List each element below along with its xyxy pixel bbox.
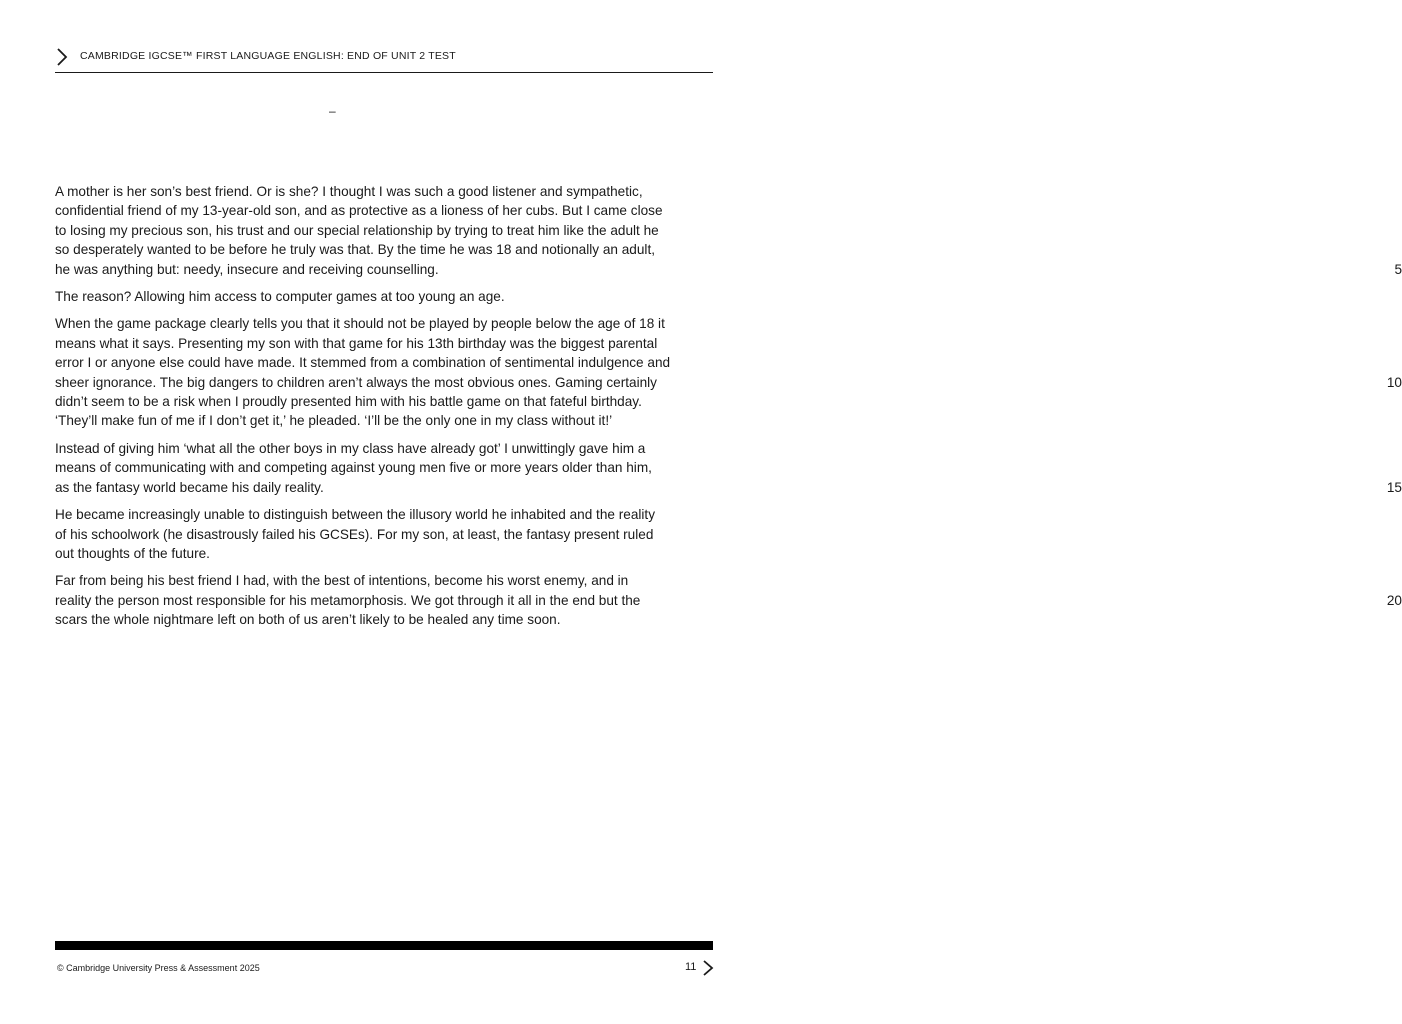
passage-line: out thoughts of the future. [55,545,210,561]
paragraph-1 [55,182,1402,279]
passage [55,182,1402,638]
passage-line [55,373,1402,392]
passage-line: The reason? Allowing him access to computer games at too young an age. [55,289,505,305]
passage-line: When the game package clearly tells you that it should not be played by people below the age of 18 it [55,316,665,332]
passage-line-text: reality the person most responsible for his metamorphosis. We got through it all in the end but the [55,592,641,608]
passage-line: confidential friend of my 13-year-old son, and as protective as a lioness of her cubs. But I came close [55,203,663,219]
line-number: 15 [1386,479,1402,495]
line-number: 20 [1386,592,1402,608]
paragraph-5 [55,505,755,563]
passage-line [55,260,1402,279]
line-number: 10 [1386,374,1402,390]
passage-line: means of communicating with and competing against young men five or more years older than him, [55,460,652,476]
passage-line: scars the whole nightmare left on both of us aren’t likely to be healed any time soon. [55,612,561,628]
passage-line [55,478,1402,497]
chevron-right-icon[interactable] [702,959,714,977]
passage-line: means what it says. Presenting my son with that game for his 13th birthday was the biggest parental [55,335,658,351]
passage-line-text: as the fantasy world became his daily reality. [55,479,324,495]
paragraph-2 [55,287,755,306]
page-number: 11 [685,961,697,973]
passage-line-text: sheer ignorance. The big dangers to children aren’t always the most obvious ones. Gaming certainly [55,374,657,390]
copyright-notice: © Cambridge University Press & Assessment 2025 [57,963,260,973]
paragraph-3 [55,314,1402,430]
paragraph-6 [55,571,1402,629]
passage-line: Far from being his best friend I had, with the best of intentions, become his worst enemy, and in [55,573,629,589]
passage-line: of his schoolwork (he disastrously failed his GCSEs). For my son, at least, the fantasy present ruled [55,526,654,542]
passage-line: ‘They’ll make fun of me if I don’t get it,’ he pleaded. ‘I’ll be the only one in my class without it!’ [55,413,613,429]
page-header [55,46,713,73]
passage-line: Instead of giving him ‘what all the other boys in my class have already got’ I unwittingly gave him a [55,440,646,456]
paragraph-4 [55,439,1402,497]
passage-line: error I or anyone else could have made. It stemmed from a combination of sentimental indulgence and [55,355,671,371]
passage-line: He became increasingly unable to distinguish between the illusory world he inhabited and the reality [55,507,655,523]
passage-line: so desperately wanted to be before he truly was that. By the time he was 18 and notionally an adult, [55,242,656,258]
passage-line: didn’t seem to be a risk when I proudly presented him with his battle game on that fateful birthday. [55,394,642,410]
dash-mark: – [329,104,336,118]
passage-line: A mother is her son’s best friend. Or is she? I thought I was such a good listener and sympathetic, [55,184,643,199]
passage-line [55,591,1402,610]
line-number: 5 [1394,261,1402,277]
footer-bar [55,941,713,950]
header-title: CAMBRIDGE IGCSE™ FIRST LANGUAGE ENGLISH: END OF UNIT 2 TEST [80,50,456,62]
passage-line-text: he was anything but: needy, insecure and receiving counselling. [55,261,439,277]
chevron-right-icon [55,47,69,67]
passage-line: to losing my precious son, his trust and our special relationship by trying to treat him like the adult he [55,222,659,238]
